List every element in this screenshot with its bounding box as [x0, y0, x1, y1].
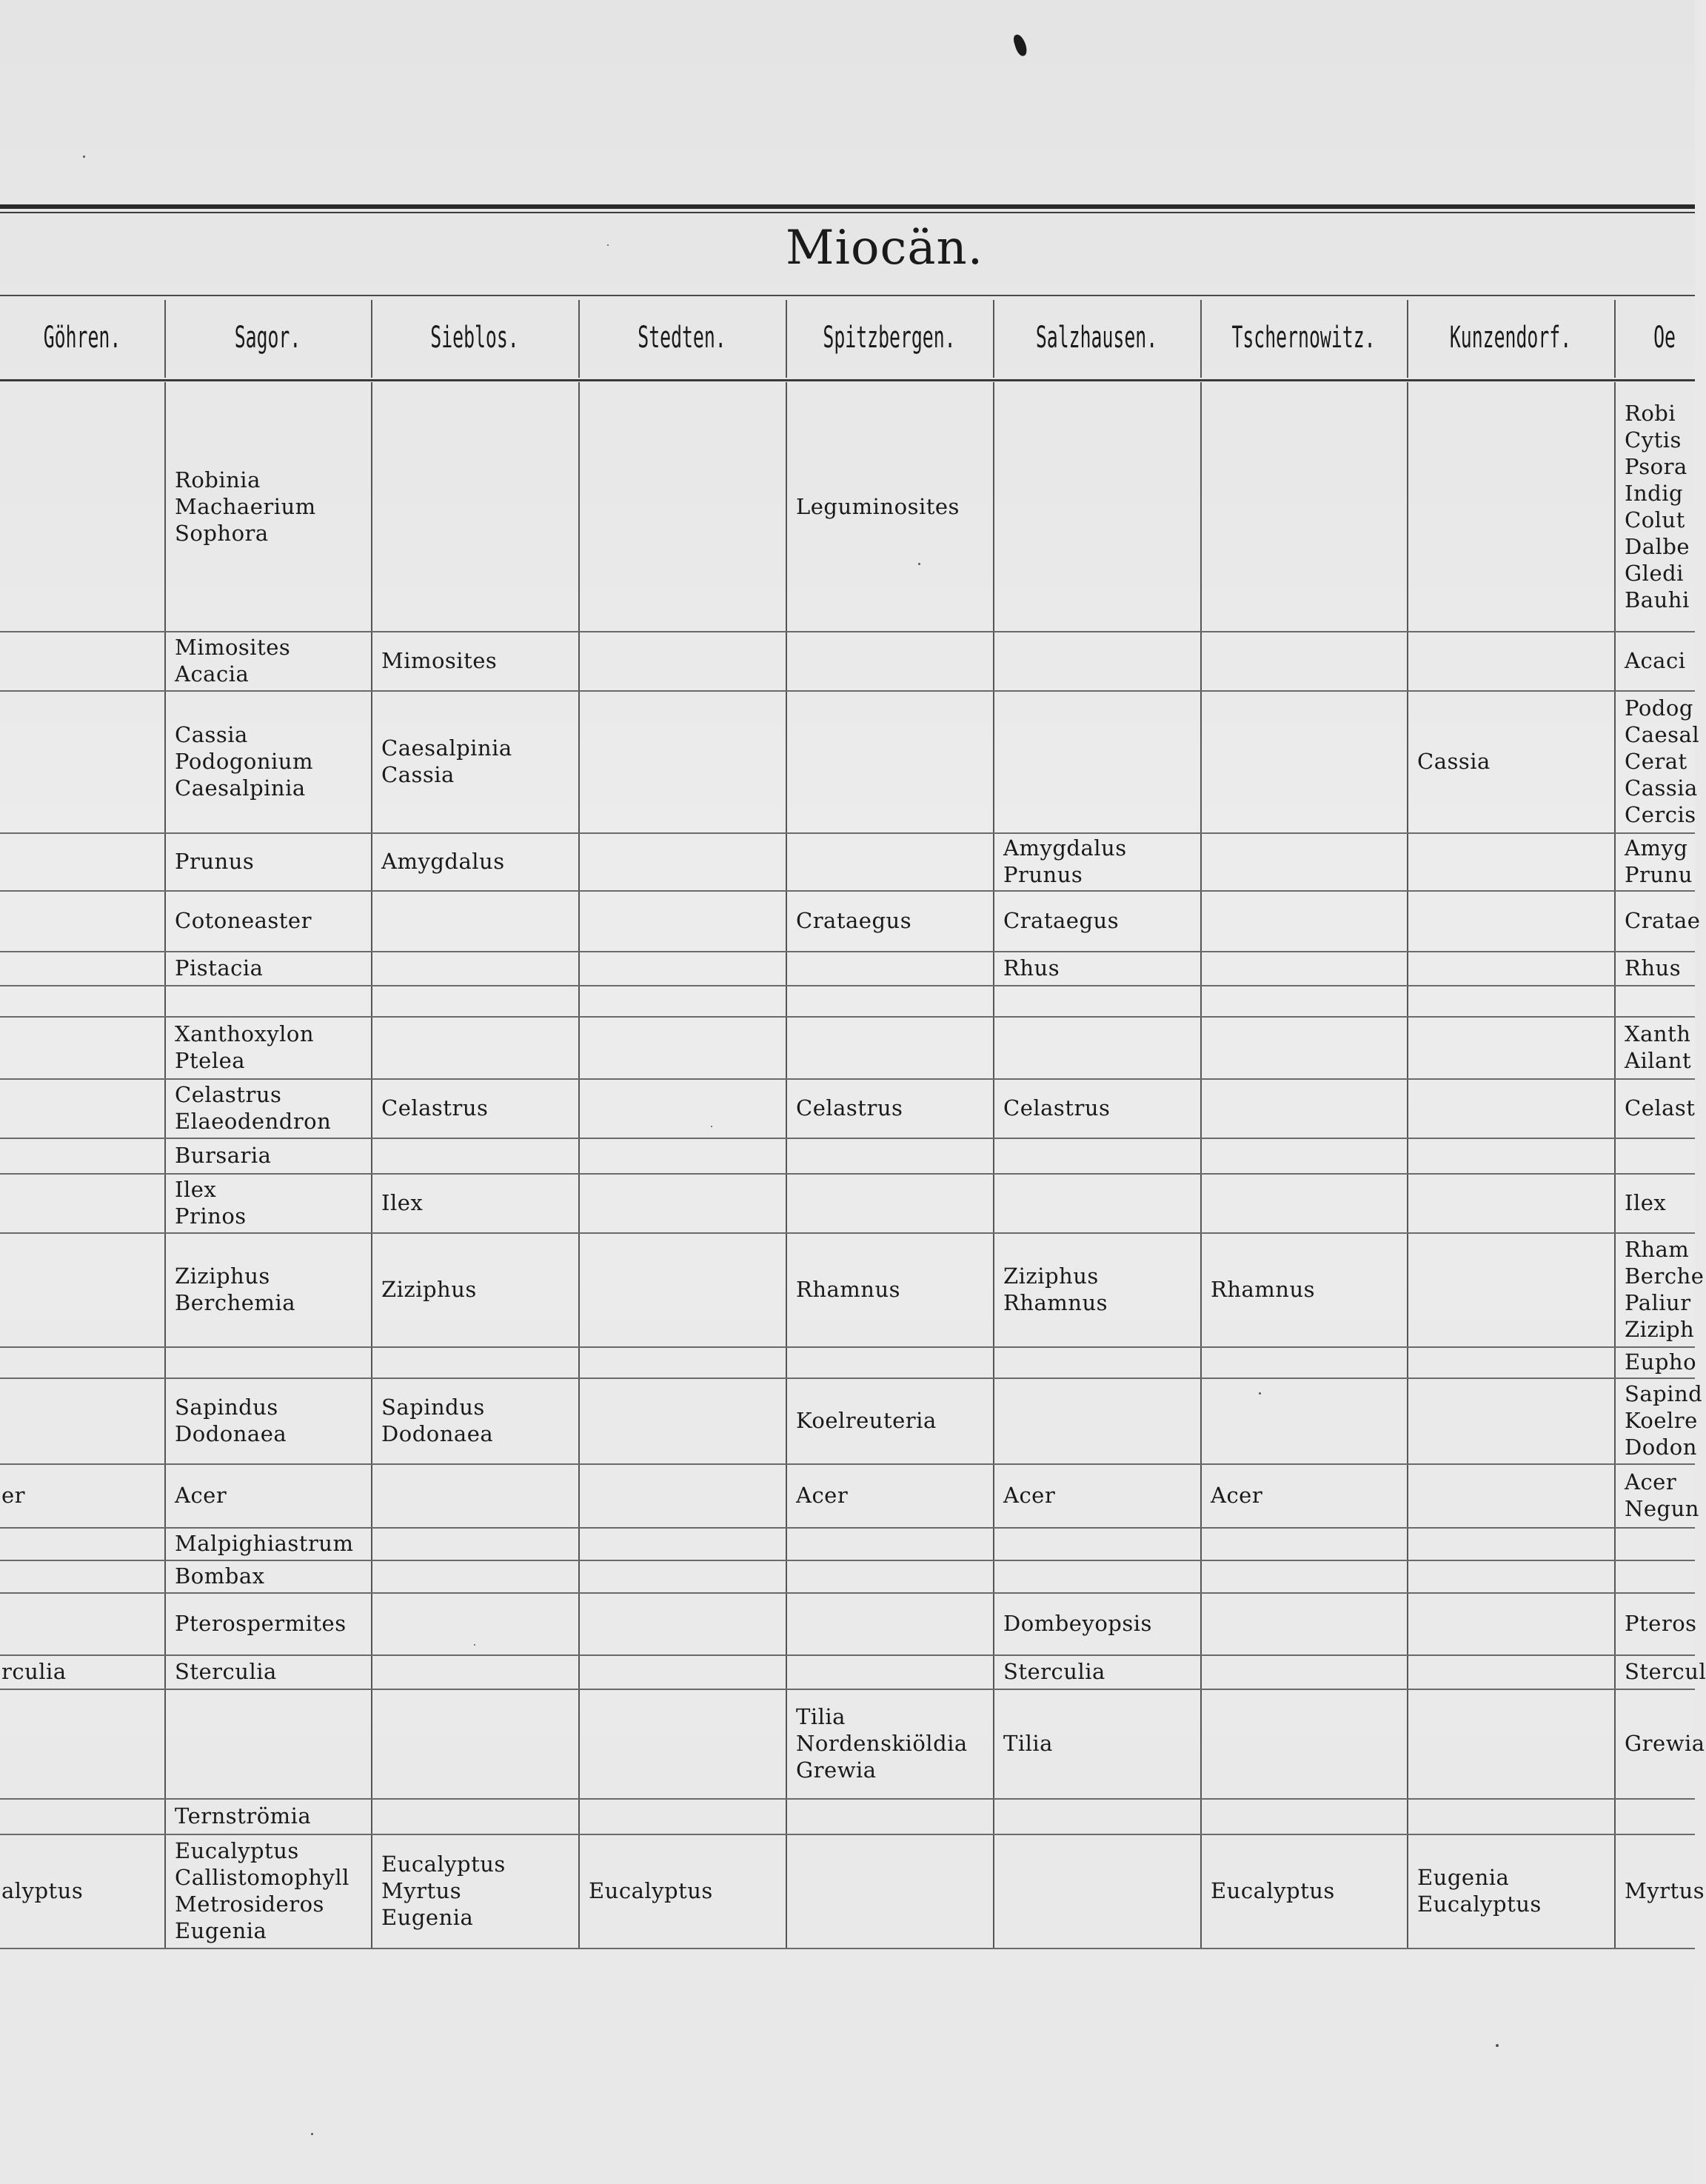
- paper-speck: [711, 1126, 712, 1127]
- header-column-divider: [578, 300, 580, 378]
- table-cell: [175, 1176, 368, 1229]
- table-cell: [1625, 1095, 1696, 1121]
- taxon-name: Ilex: [175, 1177, 217, 1202]
- table-cell: [1625, 1658, 1706, 1685]
- table-cell: [1003, 1610, 1197, 1637]
- column-header-sagor: Sagor.: [234, 321, 301, 355]
- taxon-name: Gledi: [1625, 561, 1684, 586]
- taxon-name: Ilex: [1625, 1190, 1667, 1215]
- row-divider: [0, 1527, 1695, 1529]
- taxon-name: Caesal: [1625, 722, 1700, 747]
- taxon-name: Eucalyptus: [381, 1851, 506, 1877]
- taxon-name: Amyg: [1625, 835, 1688, 861]
- taxon-name: Crataegus: [796, 908, 912, 933]
- taxon-name: Acer: [1625, 1469, 1677, 1495]
- taxon-name: Dombeyopsis: [1003, 1611, 1152, 1636]
- taxon-name: Sapindus: [175, 1395, 278, 1420]
- taxon-name: Ziziphus: [175, 1263, 270, 1289]
- taxon-name: Pterospermites: [175, 1611, 347, 1636]
- taxon-name: rculia: [1, 1659, 67, 1684]
- table-cell: [381, 1851, 575, 1931]
- row-divider: [0, 1078, 1695, 1080]
- table-cell: [796, 1407, 990, 1434]
- table-cell: [1003, 1730, 1197, 1757]
- taxon-name: Ziziphus: [381, 1277, 477, 1302]
- table-cell: [1625, 1021, 1692, 1074]
- column-divider: [164, 382, 166, 1948]
- table-cell: [1625, 835, 1692, 888]
- table-cell: [175, 1482, 368, 1509]
- taxon-name: Myrtus: [1625, 1878, 1705, 1903]
- table-cell: [796, 1276, 990, 1303]
- taxon-name: Sterculia: [175, 1659, 277, 1684]
- column-divider: [786, 382, 787, 1948]
- taxon-name: Sophora: [175, 521, 269, 546]
- paper-speck: [1259, 1392, 1261, 1395]
- paper-speck: [607, 244, 609, 246]
- taxon-name: Cassia: [1417, 749, 1491, 774]
- taxon-name: Xanthoxylon: [175, 1021, 315, 1046]
- top-rule-thick: [0, 204, 1695, 209]
- header-column-divider: [371, 300, 372, 378]
- taxon-name: Eucalyptus: [1211, 1878, 1335, 1903]
- taxon-name: Podogonium: [175, 749, 313, 774]
- taxon-name: Pistacia: [175, 955, 264, 981]
- taxon-name: Celast: [1625, 1095, 1696, 1121]
- table-cell: [175, 1803, 368, 1829]
- table-cell: [1625, 1236, 1705, 1343]
- paper-speck: [311, 2133, 313, 2135]
- table-cell: [175, 907, 368, 934]
- taxon-name: Koelre: [1625, 1408, 1698, 1433]
- table-cell: [1625, 1610, 1697, 1637]
- row-divider: [0, 1232, 1695, 1234]
- taxon-name: Robi: [1625, 401, 1676, 426]
- header-column-divider: [1614, 300, 1616, 378]
- table-cell: [1625, 1189, 1692, 1216]
- row-divider: [0, 832, 1695, 834]
- taxon-name: alyptus: [1, 1878, 84, 1903]
- table-cell: [1625, 1469, 1699, 1522]
- taxon-name: Bauhi: [1625, 587, 1690, 612]
- taxon-name: Bombax: [175, 1563, 265, 1589]
- taxon-name: Eugenia: [381, 1905, 474, 1930]
- table-cell: [381, 848, 575, 875]
- taxon-name: Cerat: [1625, 749, 1687, 774]
- header-column-divider: [1200, 300, 1202, 378]
- table-cell: [1003, 835, 1197, 888]
- table-cell: [1003, 907, 1197, 934]
- column-header-oe: Oe: [1653, 321, 1676, 355]
- table-cell: [1625, 1380, 1703, 1460]
- taxon-name: Cytis: [1625, 427, 1682, 453]
- table-cell: [381, 735, 575, 788]
- header-column-divider: [1407, 300, 1408, 378]
- taxon-name: Caesalpinia: [175, 775, 306, 801]
- taxon-name: Ziziph: [1625, 1317, 1695, 1342]
- row-divider: [0, 1798, 1695, 1800]
- table-cell: [175, 955, 368, 981]
- table-cell: [1, 1482, 161, 1509]
- taxon-name: Xanth: [1625, 1021, 1691, 1046]
- table-cell: [175, 1142, 368, 1169]
- taxon-name: Celastrus: [175, 1082, 282, 1107]
- column-divider: [371, 382, 372, 1948]
- taxon-name: Indig: [1625, 481, 1684, 506]
- header-column-divider: [164, 300, 166, 378]
- table-cell: [1003, 1658, 1197, 1685]
- table-cell: [175, 848, 368, 875]
- table-cell: [175, 1837, 368, 1944]
- taxon-name: Acer: [1211, 1483, 1263, 1508]
- taxon-name: Sapind: [1625, 1381, 1703, 1406]
- taxon-name: Cassia: [175, 722, 248, 747]
- column-header-kunzendorf: Kunzendorf.: [1449, 321, 1572, 355]
- table-cell: [175, 634, 368, 687]
- taxon-name: Callistomophyll: [175, 1865, 349, 1890]
- column-divider: [1407, 382, 1408, 1948]
- taxon-name: Ilex: [381, 1190, 424, 1215]
- paper-speck: [1496, 2044, 1499, 2047]
- table-cell: [175, 467, 368, 547]
- taxon-name: Tilia: [1003, 1731, 1053, 1756]
- taxon-name: Eugenia: [175, 1918, 267, 1943]
- table-cell: [175, 1530, 368, 1557]
- row-divider: [0, 1173, 1695, 1175]
- header-rule: [0, 379, 1695, 381]
- taxon-name: Sterculia: [1003, 1659, 1105, 1684]
- table-cell: [1417, 1864, 1611, 1917]
- table-cell: [796, 907, 990, 934]
- taxon-name: Mimosites: [381, 648, 498, 673]
- taxon-name: Podog: [1625, 695, 1693, 721]
- row-divider: [0, 631, 1695, 632]
- table-cell: [1625, 1349, 1697, 1375]
- column-divider: [1614, 382, 1616, 1948]
- taxon-name: Rhamnus: [1211, 1277, 1316, 1302]
- row-divider: [0, 951, 1695, 952]
- table-cell: [1003, 1263, 1197, 1316]
- taxon-name: Acer: [1003, 1483, 1056, 1508]
- column-header-sieblos: Sieblos.: [430, 321, 519, 355]
- table-cell: [796, 1095, 990, 1121]
- taxon-name: Prunu: [1625, 862, 1693, 887]
- taxon-name: Rhus: [1625, 955, 1682, 981]
- taxon-name: Prunus: [1003, 862, 1083, 887]
- taxon-name: er: [1, 1483, 26, 1508]
- row-divider: [0, 1463, 1695, 1465]
- taxon-name: Amygdalus: [381, 849, 505, 874]
- table-cell: [589, 1877, 783, 1904]
- taxon-name: Acer: [175, 1483, 227, 1508]
- row-divider: [0, 1834, 1695, 1835]
- table-cell: [1211, 1877, 1404, 1904]
- column-divider: [1200, 382, 1202, 1948]
- row-divider: [0, 1948, 1695, 1949]
- row-divider: [0, 1016, 1695, 1018]
- taxon-name: Koelreuteria: [796, 1408, 937, 1433]
- taxon-name: Ternströmia: [175, 1803, 312, 1829]
- taxon-name: Acaci: [1625, 648, 1686, 673]
- taxon-name: Eugenia: [1417, 1865, 1510, 1890]
- taxon-name: Sapindus: [381, 1395, 485, 1420]
- taxon-name: Cotoneaster: [175, 908, 312, 933]
- row-divider: [0, 690, 1695, 692]
- taxon-name: Celastrus: [381, 1095, 489, 1121]
- taxon-name: Nordenskiöldia: [796, 1731, 968, 1756]
- taxon-name: Paliur: [1625, 1290, 1691, 1315]
- table-cell: [1625, 907, 1701, 934]
- taxon-name: Grewia: [796, 1757, 877, 1783]
- taxon-name: Pteros: [1625, 1611, 1697, 1636]
- taxon-name: Berchemia: [175, 1290, 295, 1315]
- table-cell: [1625, 1730, 1705, 1757]
- column-divider: [578, 382, 580, 1948]
- taxon-name: Leguminosites: [796, 494, 960, 519]
- taxon-name: Ailant: [1625, 1048, 1692, 1073]
- paper-speck: [918, 563, 920, 565]
- taxon-name: Rham: [1625, 1237, 1690, 1262]
- taxon-name: Berche: [1625, 1263, 1705, 1289]
- taxon-name: Cratae: [1625, 908, 1701, 933]
- column-header-salzhausen: Salzhausen.: [1035, 321, 1158, 355]
- table-cell: [381, 647, 575, 674]
- paper-speck: [83, 156, 85, 158]
- table-cell: [1, 1658, 161, 1685]
- taxon-name: Acer: [796, 1483, 849, 1508]
- table-cell: [1211, 1276, 1404, 1303]
- taxon-name: Eucalyptus: [1417, 1891, 1542, 1917]
- taxon-name: Dodonaea: [381, 1421, 494, 1446]
- taxon-name: Crataegus: [1003, 908, 1120, 933]
- taxon-name: Eupho: [1625, 1349, 1697, 1375]
- taxon-name: Rhamnus: [796, 1277, 901, 1302]
- taxon-name: Ptelea: [175, 1048, 246, 1073]
- table-cell: [381, 1095, 575, 1121]
- column-header-row: [0, 296, 1695, 379]
- table-cell: [1625, 647, 1692, 674]
- taxon-name: Myrtus: [381, 1878, 462, 1903]
- table-cell: [796, 1703, 990, 1783]
- taxon-name: Colut: [1625, 507, 1685, 532]
- column-header-stedten: Stedten.: [638, 321, 726, 355]
- table-cell: [1211, 1482, 1404, 1509]
- taxon-name: Mimosites: [175, 635, 291, 660]
- table-cell: [796, 493, 990, 520]
- taxon-name: Stercul: [1625, 1659, 1706, 1684]
- row-divider: [0, 985, 1695, 986]
- taxon-name: Metrosideros: [175, 1891, 324, 1917]
- top-rule-thin: [0, 212, 1695, 213]
- table-cell: [381, 1394, 575, 1447]
- taxon-name: Psora: [1625, 454, 1687, 479]
- table-cell: [175, 1081, 368, 1135]
- taxon-name: Cassia: [1625, 775, 1698, 801]
- table-cell: [1625, 695, 1700, 828]
- row-divider: [0, 1377, 1695, 1379]
- taxon-name: Dalbe: [1625, 534, 1690, 559]
- table-cell: [1003, 955, 1197, 981]
- taxon-name: Caesalpinia: [381, 735, 512, 761]
- header-column-divider: [993, 300, 994, 378]
- table-cell: [1625, 1877, 1705, 1904]
- taxon-name: Tilia: [796, 1704, 846, 1729]
- table-cell: [175, 1394, 368, 1447]
- table-cell: [175, 1263, 368, 1316]
- table-cell: [1417, 748, 1611, 775]
- taxon-name: Negun: [1625, 1496, 1699, 1521]
- table-cell: [175, 1658, 368, 1685]
- taxon-name: Cassia: [381, 762, 455, 787]
- column-header-tschernowitz: Tschernowitz.: [1231, 321, 1376, 355]
- table-cell: [1625, 955, 1692, 981]
- table-cell: [381, 1276, 575, 1303]
- ink-mark: [1012, 33, 1029, 58]
- taxon-name: Eucalyptus: [589, 1878, 713, 1903]
- column-divider: [993, 382, 994, 1948]
- taxon-name: Robinia: [175, 467, 261, 492]
- row-divider: [0, 890, 1695, 892]
- taxon-name: Amygdalus: [1003, 835, 1127, 861]
- table-cell: [1, 1877, 161, 1904]
- page-title: [0, 221, 1695, 275]
- taxon-name: Celastrus: [796, 1095, 903, 1121]
- table-cell: [1003, 1482, 1197, 1509]
- paper-speck: [474, 1644, 475, 1646]
- table-cell: [175, 1563, 368, 1589]
- row-divider: [0, 1592, 1695, 1594]
- taxon-name: Grewia: [1625, 1731, 1705, 1756]
- taxon-name: Machaerium: [175, 494, 316, 519]
- table-cell: [1625, 400, 1692, 613]
- taxon-name: Acacia: [175, 661, 250, 687]
- row-divider: [0, 1138, 1695, 1139]
- table-cell: [381, 1189, 575, 1216]
- table-cell: [175, 721, 368, 801]
- taxon-name: Malpighiastrum: [175, 1531, 354, 1556]
- taxon-name: Prinos: [175, 1203, 247, 1229]
- column-header-spitzbergen: Spitzbergen.: [823, 321, 956, 355]
- row-divider: [0, 1654, 1695, 1656]
- header-column-divider: [786, 300, 787, 378]
- row-divider: [0, 1560, 1695, 1561]
- taxon-name: Dodonaea: [175, 1421, 287, 1446]
- table-cell: [1003, 1095, 1197, 1121]
- taxon-name: Eucalyptus: [175, 1838, 299, 1863]
- table-cell: [796, 1482, 990, 1509]
- column-header-gohren: Göhren.: [43, 321, 121, 355]
- row-divider: [0, 1346, 1695, 1348]
- table-cell: [175, 1021, 368, 1074]
- taxon-name: Celastrus: [1003, 1095, 1111, 1121]
- taxon-name: Rhamnus: [1003, 1290, 1108, 1315]
- taxon-name: Cercis: [1625, 802, 1696, 827]
- row-divider: [0, 1689, 1695, 1690]
- taxon-name: Rhus: [1003, 955, 1060, 981]
- taxon-name: Ziziphus: [1003, 1263, 1099, 1289]
- taxon-name: Elaeodendron: [175, 1109, 332, 1134]
- table-cell: [175, 1610, 368, 1637]
- taxon-name: Bursaria: [175, 1143, 272, 1168]
- taxon-name: Dodon: [1625, 1435, 1697, 1460]
- taxon-name: Prunus: [175, 849, 255, 874]
- title-text: Miocän.: [785, 221, 984, 275]
